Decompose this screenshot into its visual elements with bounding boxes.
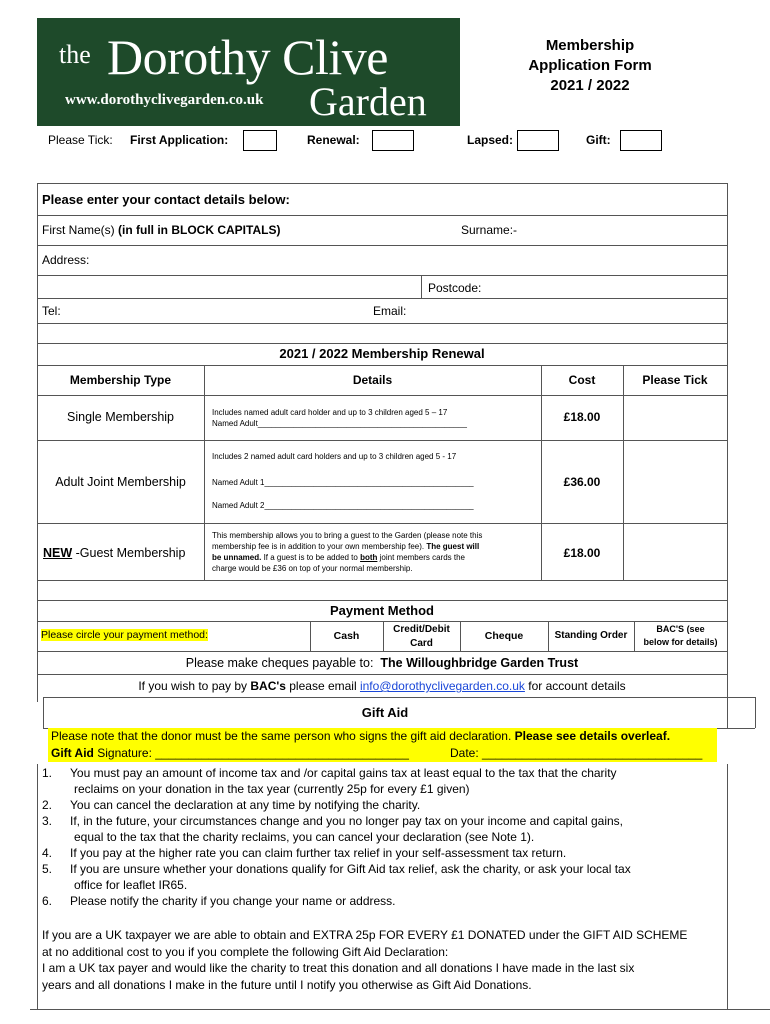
- guest-details-1: This membership allows you to bring a guest to the Garden (please note this: [212, 531, 483, 540]
- new-badge: NEW: [43, 546, 73, 560]
- gift-aid-signature-line[interactable]: Gift Aid Signature: ______________________________________: [51, 746, 409, 760]
- list-item-text: You must pay an amount of income tax and /or capital gains tax at least equal to the tax that the charity: [70, 766, 617, 780]
- tick-prompt: Please Tick:: [48, 133, 113, 147]
- guest-details-2: membership fee is in addition to your own membership fee). The guest will: [212, 542, 480, 551]
- list-item-number: 2.: [42, 798, 53, 812]
- logo-url: www.dorothyclivegarden.co.uk: [65, 92, 264, 108]
- list-item-text-cont: reclaims on your donation in the tax year (currently 25p for every £1 given): [74, 782, 470, 796]
- gift-label: Gift:: [586, 133, 611, 147]
- single-named-adult[interactable]: Named Adult_______________________________________________: [212, 419, 467, 428]
- single-tick-cell[interactable]: [624, 396, 727, 440]
- list-item-number: 5.: [42, 862, 53, 876]
- list-item: [42, 813, 742, 845]
- header-please-tick: Please Tick: [642, 373, 708, 387]
- guest-details-4: charge would be £36 on top of your normal membership.: [212, 564, 413, 573]
- guest-membership-type: NEW -Guest Membership: [43, 546, 186, 560]
- trust-name: The Willoughbridge Garden Trust: [380, 656, 579, 670]
- header-membership-type: Membership Type: [69, 373, 172, 387]
- gift-aid-heading: Gift Aid: [361, 705, 409, 720]
- joint-membership-type: Adult Joint Membership: [55, 475, 186, 489]
- guest-cost: £18.00: [563, 546, 601, 560]
- guest-details-3: be unnamed. If a guest is to be added to both joint members cards the: [212, 553, 465, 562]
- first-name-field[interactable]: [42, 223, 280, 237]
- logo-name: Dorothy Clive: [107, 29, 388, 85]
- gift-checkbox[interactable]: [620, 130, 662, 151]
- list-item-text: If you pay at the higher rate you can claim further tax relief in your self-assessment tax return.: [70, 846, 567, 860]
- renewal-checkbox[interactable]: [372, 130, 414, 151]
- single-cost: £18.00: [563, 410, 601, 424]
- email-link[interactable]: info@dorothyclivegarden.co.uk: [359, 679, 525, 693]
- list-item-number: 3.: [42, 814, 53, 828]
- list-item: [42, 765, 742, 797]
- list-item-number: 4.: [42, 846, 53, 860]
- list-item-text: If you are unsure whether your donations qualify for Gift Aid tax relief, ask the charity, or ask your local tax: [70, 862, 631, 876]
- single-membership-type: Single Membership: [67, 410, 174, 424]
- logo-the: the: [59, 40, 91, 69]
- payment-standing-order[interactable]: Standing Order: [554, 630, 628, 641]
- renewal-label: Renewal:: [307, 133, 360, 147]
- list-item: [42, 861, 742, 893]
- list-item-number: 1.: [42, 766, 53, 780]
- tel-field[interactable]: Tel:: [42, 304, 61, 318]
- address-field[interactable]: Address:: [42, 253, 90, 267]
- payment-cheque[interactable]: Cheque: [484, 630, 524, 642]
- first-application-checkbox[interactable]: [243, 130, 277, 151]
- gift-aid-note: Please note that the donor must be the same person who signs the gift aid declaration. Please see details overleaf.: [51, 729, 671, 743]
- cheques-payable-line: Please make cheques payable to: The Willoughbridge Garden Trust: [185, 656, 579, 670]
- joint-tick-cell[interactable]: [624, 441, 727, 523]
- payment-heading: Payment Method: [329, 603, 434, 618]
- list-item-text-cont: equal to the tax that the charity reclaims, you can cancel your declaration (see Note 1).: [74, 830, 535, 844]
- first-application-label: First Application:: [130, 133, 229, 147]
- list-item-text: You can cancel the declaration at any time by notifying the charity.: [70, 798, 421, 812]
- header-cost: Cost: [568, 373, 596, 387]
- joint-named-adult-2[interactable]: Named Adult 2_______________________________________________: [212, 501, 474, 510]
- contact-heading: Please enter your contact details below:: [42, 192, 290, 207]
- first-name-note: (in full in BLOCK CAPITALS): [118, 223, 281, 237]
- joint-details-1: Includes 2 named adult card holders and up to 3 children aged 5 - 17: [212, 452, 457, 461]
- email-field[interactable]: Email:: [373, 304, 407, 318]
- logo-garden: Garden: [309, 79, 427, 124]
- form-title: Membership Application Form 2021 / 2022: [528, 37, 652, 94]
- list-item-text: If, in the future, your circumstances change and you no longer pay tax on your income and capital gains,: [70, 814, 623, 828]
- list-item-text: Please notify the charity if you change your name or address.: [70, 894, 396, 908]
- membership-heading: 2021 / 2022 Membership Renewal: [279, 346, 485, 361]
- payment-card[interactable]: Credit/Debit Card: [393, 624, 450, 649]
- payment-prompt: Please circle your payment method:: [41, 629, 208, 641]
- list-item: [42, 845, 742, 861]
- joint-named-adult-1[interactable]: Named Adult 1_______________________________________________: [212, 478, 474, 487]
- list-item-number: 6.: [42, 894, 53, 908]
- gift-aid-declaration: If you are a UK taxpayer we are able to obtain and EXTRA 25p FOR EVERY £1 DONATED under the GIFT AID SCHEME at no additional cost to you if you complete the following Gift Aid Declaration: I am a UK tax payer and would like the charity to treat this donation and all donations I have made in the last six years and all donations I make in the future until I notify you otherwise as Gift Aid Donations.: [42, 928, 688, 992]
- list-item: [42, 797, 742, 813]
- surname-field[interactable]: Surname:-: [461, 223, 518, 237]
- payment-bacs[interactable]: BAC'S (see below for details): [643, 624, 718, 647]
- list-item-text-cont: office for leaflet IR65.: [74, 878, 188, 892]
- logo: [37, 18, 460, 126]
- single-details-1: Includes named adult card holder and up to 3 children aged 5 – 17: [212, 408, 448, 417]
- header-details: Details: [352, 373, 393, 387]
- payment-cash[interactable]: Cash: [333, 630, 360, 642]
- joint-cost: £36.00: [563, 475, 601, 489]
- list-item: [42, 893, 742, 909]
- lapsed-checkbox[interactable]: [517, 130, 559, 151]
- gift-aid-conditions: [42, 765, 742, 909]
- bacs-line: If you wish to pay by BAC's please email info@dorothyclivegarden.co.uk for account details: [138, 679, 626, 693]
- gift-aid-date-line[interactable]: Date: _________________________________: [450, 746, 703, 760]
- postcode-field[interactable]: Postcode:: [428, 281, 482, 295]
- lapsed-label: Lapsed:: [467, 133, 514, 147]
- guest-tick-cell[interactable]: [624, 524, 727, 580]
- first-name-label: First Name(s): [42, 223, 115, 237]
